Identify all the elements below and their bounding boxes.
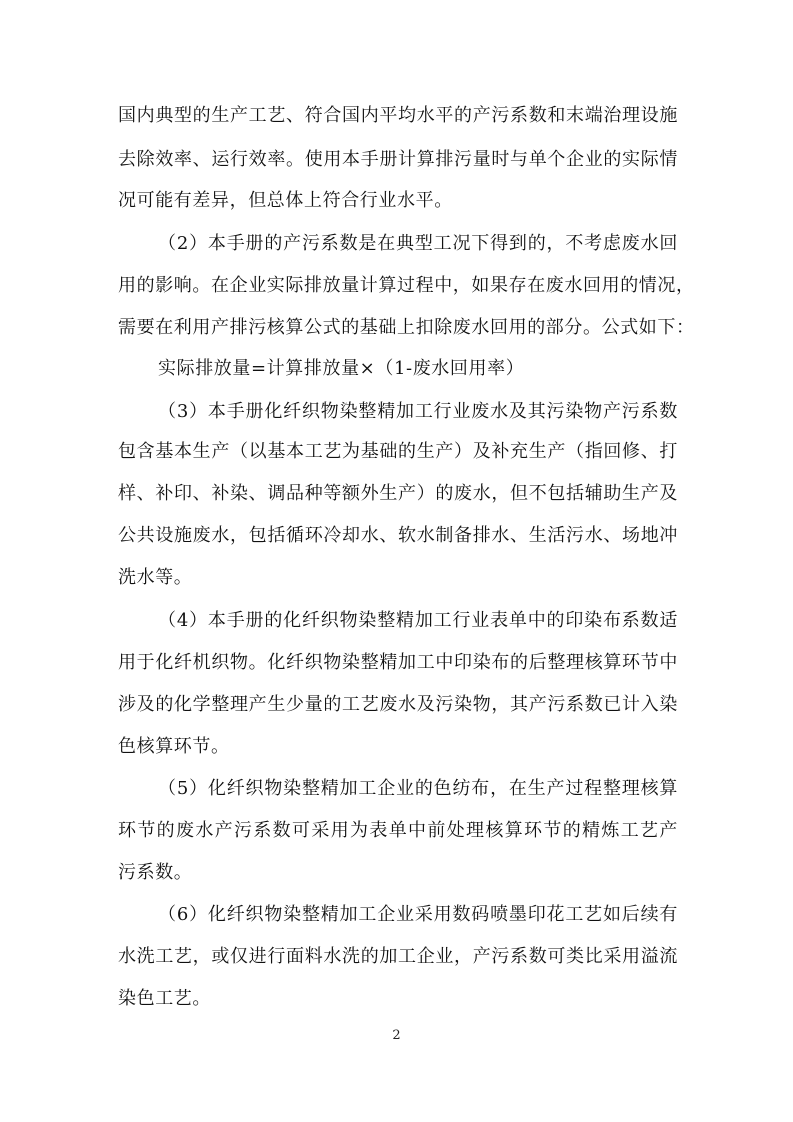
text-line: （3）本手册化纤织物染整精加工行业废水及其污染物产污系数 xyxy=(158,401,678,422)
text-line: 涉及的化学整理产生少量的工艺废水及污染物，其产污系数已计入染 xyxy=(118,694,678,715)
text-line: 洗水等。 xyxy=(118,567,193,588)
formula-line: 实际排放量=计算排放量×（1-废水回用率） xyxy=(158,358,525,379)
text-line: 污系数。 xyxy=(118,862,193,883)
text-line: 国内典型的生产工艺、符合国内平均水平的产污系数和末端治理设施 xyxy=(118,105,678,126)
text-line: 用于化纤机织物。化纤织物染整精加工中印染布的后整理核算环节中 xyxy=(118,652,678,673)
text-line: （6）化纤织物染整精加工企业采用数码喷墨印花工艺如后续有 xyxy=(158,904,678,925)
text-line: 需要在利用产排污核算公式的基础上扣除废水回用的部分。公式如下： xyxy=(118,317,695,338)
text-line: 去除效率、运行效率。使用本手册计算排污量时与单个企业的实际情 xyxy=(118,149,678,170)
text-line: 样、补印、补染、调品种等额外生产）的废水，但不包括辅助生产及 xyxy=(118,483,678,504)
text-line: （2）本手册的产污系数是在典型工况下得到的，不考虑废水回 xyxy=(158,233,678,254)
text-line: 染色工艺。 xyxy=(118,988,211,1009)
text-line: 公共设施废水，包括循环冷却水、软水制备排水、生活污水、场地冲 xyxy=(118,525,678,546)
text-line: （4）本手册的化纤织物染整精加工行业表单中的印染布系数适 xyxy=(158,610,678,631)
text-line: 包含基本生产（以基本工艺为基础的生产）及补充生产（指回修、打 xyxy=(118,441,678,462)
text-line: 环节的废水产污系数可采用为表单中前处理核算环节的精炼工艺产 xyxy=(118,820,678,841)
text-line: 用的影响。在企业实际排放量计算过程中，如果存在废水回用的情况， xyxy=(118,275,695,296)
text-line: 况可能有差异，但总体上符合行业水平。 xyxy=(118,190,453,211)
text-line: 水洗工艺，或仅进行面料水洗的加工企业，产污系数可类比采用溢流 xyxy=(118,946,678,967)
text-line: 色核算环节。 xyxy=(118,736,230,757)
text-line: （5）化纤织物染整精加工企业的色纺布，在生产过程整理核算 xyxy=(158,778,678,799)
page-number: 2 xyxy=(392,1028,401,1043)
